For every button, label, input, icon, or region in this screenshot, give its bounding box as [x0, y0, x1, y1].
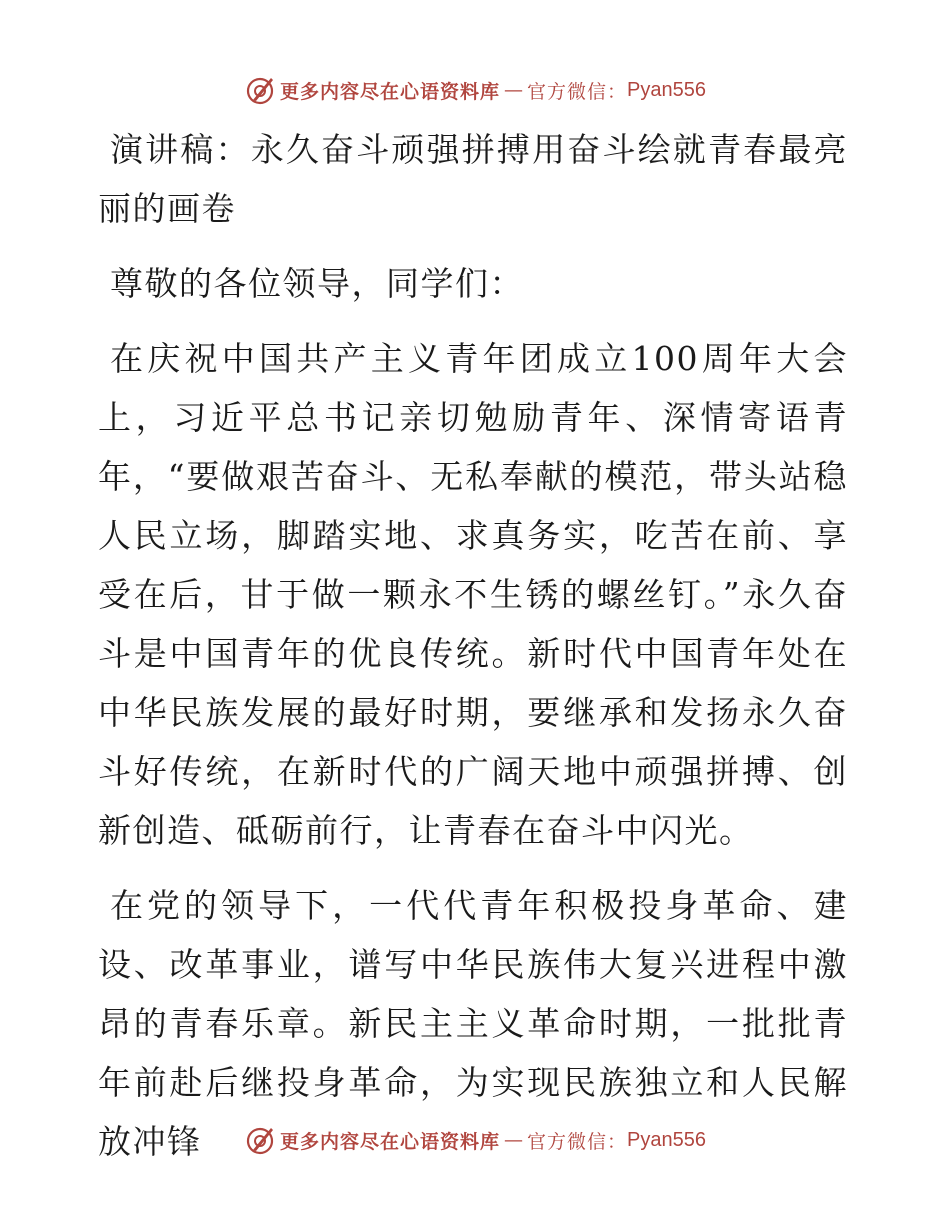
footer-watermark-banner	[0, 1118, 950, 1162]
site-name: 更多内容尽在心语资料库	[280, 80, 501, 103]
site-name: 更多内容尽在心语资料库	[280, 1130, 501, 1153]
greeting: 尊敬的各位领导，同学们：	[110, 264, 524, 303]
header-watermark-banner	[0, 68, 950, 112]
separator: —	[504, 79, 524, 101]
quill-logo-icon	[244, 74, 276, 106]
document-title: 演讲稿：永久奋斗顽强拼搏用奋斗绘就青春最亮丽的画卷	[98, 130, 848, 228]
paragraph-2: 在党的领导下，一代代青年积极投身革命、建设、改革事业，谱写中华民族伟大复兴进程中激昂的青春乐章。新民主主义革命时期，一批批青年前赴后继投身革命，为实现民族独立和人民解放冲锋	[98, 886, 848, 1161]
document-body	[98, 120, 848, 1187]
paragraph-1: 在庆祝中国共产主义青年团成立100周年大会上，习近平总书记亲切勉励青年、深情寄语青年，“要做艰苦奋斗、无私奉献的模范，带头站稳人民立场，脚踏实地、求真务实，吃苦在前、享受在后，甘于做一颗永不生锈的螺丝钉。”永久奋斗是中国青年的优良传统。新时代中国青年处在中华民族发展的最好时期，要继承和发扬永久奋斗好传统，在新时代的广阔天地中顽强拼搏、创新创造、砥砺前行，让青春在奋斗中闪光。	[98, 339, 848, 850]
quill-logo-icon	[244, 1124, 276, 1156]
wechat-label: 官方微信：	[527, 1130, 628, 1153]
separator: —	[504, 1129, 524, 1151]
wechat-id: Pyan556	[627, 1128, 706, 1151]
wechat-label: 官方微信：	[527, 80, 628, 103]
wechat-id: Pyan556	[627, 78, 706, 101]
